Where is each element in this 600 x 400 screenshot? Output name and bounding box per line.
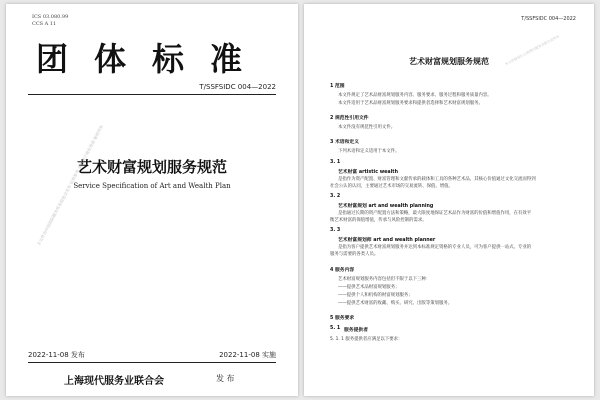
section-1-heading: 1 范围 — [330, 84, 345, 89]
bottom-rule — [28, 362, 276, 363]
section-4-item-1: ——提供艺术品财富规划服务； — [338, 285, 400, 290]
section-4-item-2: ——提供个人和机构的财富规划服务； — [338, 293, 413, 298]
document-title: 艺术财富规划服务规范 — [409, 57, 489, 66]
publisher: 上海现代服务业联合会 — [64, 376, 164, 387]
cover-title: 艺术财富规划服务规范 — [76, 158, 227, 176]
section-5-heading: 5 服务要求 — [330, 316, 355, 321]
implementation-date: 2022-11-08 实施 — [219, 351, 276, 359]
term-3-1-number: 3. 1 — [330, 160, 341, 165]
term-3-1-def-1: 是指作为资产配置、财富管理和文献传承的载体和工具的各种艺术品，其核心价值通过文化交流而得到 — [338, 177, 536, 182]
section-3-para-1: 下列术语和定义适用于本文件。 — [338, 149, 400, 154]
term-3-3-number: 3. 3 — [330, 228, 341, 233]
ics-code: ICS 03.080.99 — [32, 14, 69, 20]
publish-label: 发 布 — [216, 374, 235, 383]
term-3-3-def-2: 服务与需要的各类人员。 — [330, 252, 379, 257]
top-rule — [28, 94, 276, 95]
section-3-heading: 3 术语和定义 — [330, 140, 359, 145]
group-standard-title: 团体标准 — [35, 40, 268, 78]
issue-date: 2022-11-08 发布 — [28, 351, 85, 359]
term-3-3-def-1: 是指为客户提供艺术财富规划服务并达到本标准规定资格的专业人员，可为客户提供一站式、专业的 — [338, 245, 532, 250]
content-watermark: 本文件版权归上海现代服务业联合会所有 — [504, 34, 561, 67]
section-5-1-heading: 服务提供者 — [344, 328, 368, 333]
section-1-para-2: 本文件适用于艺术品财富规划服务要求和提供者选择和艺术财富规划服务。 — [338, 101, 483, 106]
section-4-para-1: 艺术财富规划服务内容包括但不限于以下三种： — [338, 277, 431, 282]
section-2-para-1: 本文件没有规范性引用文件。 — [338, 125, 396, 130]
ccs-code: CCS A 11 — [32, 21, 57, 27]
cover-page — [6, 4, 298, 396]
standard-code: T/SSFSIDC 004—2022 — [199, 83, 276, 91]
section-5-1-1: 5. 1. 1 服务提供者应满足以下要求： — [330, 337, 403, 342]
cover-watermark: 本文件由中国国际服务贸易促进会发布 仅供参考 请勿用于商业用途 版权所有 — [36, 124, 105, 247]
section-4-item-3: ——提供艺术财富的收藏、购买、研究、出版等策划服务。 — [338, 301, 453, 306]
section-2-heading: 2 规范性引用文件 — [330, 116, 369, 121]
term-3-2-number: 3. 2 — [330, 194, 341, 199]
section-1-para-1: 本文件规定了艺术品财富规划服务内容、服务要求、服务过程和服务质量内容。 — [338, 93, 492, 98]
section-5-1-number: 5. 1 — [330, 326, 341, 331]
term-3-2: 艺术财富规划 art and wealth planning — [338, 204, 434, 209]
section-4-heading: 4 服务内容 — [330, 268, 355, 273]
term-3-2-def-2: 衡艺术财富的保值增值，传承与风险控制的需求。 — [330, 218, 427, 223]
term-3-1-def-2: 社会公认的认同，主要通过艺术市场的交易流转、保值、增值。 — [330, 184, 453, 189]
term-3-2-def-1: 是指通过长期的资产配置方法和策略，最大限度地保证艺术品作为财富的价值和增值作用，在有效平 — [338, 211, 532, 216]
term-3-3: 艺术财富规划师 art and wealth planner — [338, 238, 436, 243]
cover-title-english: Service Specification of Art and Wealth Plan — [73, 182, 231, 190]
content-page — [304, 4, 594, 396]
term-3-1: 艺术财富 artistic wealth — [338, 170, 398, 175]
header-code: T/SSFSIDC 004—2022 — [521, 16, 576, 22]
